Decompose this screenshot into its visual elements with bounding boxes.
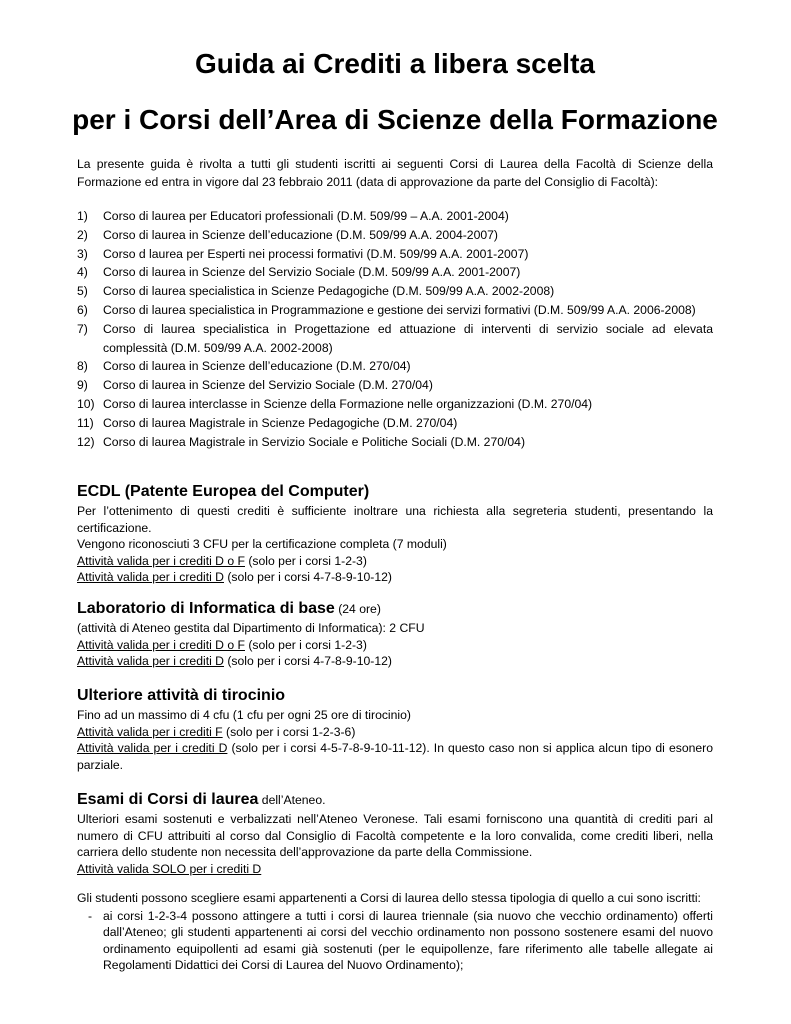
course-number: 3) [77, 246, 88, 261]
course-number: 2) [77, 227, 88, 242]
course-list-item [77, 245, 713, 264]
course-number: 8) [77, 359, 88, 374]
dash-text: ai corsi 1-2-3-4 possono attingere a tutti i corsi di laurea triennale (sia nuovo che vecchio ordinamento) offerti dall’Ateneo; gli studenti appartenenti ai corsi del vecchio ordinamento non possono sostenere esami del nuovo ordinamento equipollenti ad esami già sostenuti (per le equipollenze, fare riferimento alle tabelle allegate ai Regolamenti Didattici dei Corsi di Laurea del Nuovo Ordinamento); [103, 908, 713, 973]
validity-line: Attività valida per i crediti D o F (solo per i corsi 1-2-3) [77, 553, 367, 568]
validity-link[interactable]: Attività valida per i crediti D [77, 570, 224, 585]
section-tirocinio [77, 686, 713, 773]
validity-link[interactable]: Attività valida per i crediti D [77, 741, 228, 756]
course-number: 11) [77, 415, 94, 430]
section-body: (attività di Ateneo gestita dal Dipartimento di Informatica): 2 CFU [77, 621, 425, 635]
section-body: Per l’ottenimento di questi crediti è sufficiente inoltrare una richiesta alla segreteria studenti, presentando la certificazione. [77, 504, 713, 535]
intro-paragraph: La presente guida è rivolta a tutti gli studenti iscritti ai seguenti Corsi di Laurea della Facoltà di Scienze della Formazione ed entra in vigore dal 23 febbraio 2011 (data di approvazione da parte del Consiglio di Facoltà): [77, 157, 713, 189]
dash-marker: - [87, 908, 93, 923]
validity-link[interactable]: Attività valida SOLO per i crediti D [77, 861, 262, 876]
section-lab [77, 599, 713, 670]
validity-line: Attività valida per i crediti D (solo per i corsi 4-7-8-9-10-12) [77, 570, 392, 585]
section-body: Ulteriori esami sostenuti e verbalizzati nell’Ateneo Veronese. Tali esami forniscono una quantità di crediti pari al numero di CFU attribuiti al corso dal Consiglio di Facoltà competente e la loro convalida, come crediti liberi, nella carriera dello studente non necessita dell’approvazione da parte della Commissione. [77, 812, 713, 860]
course-text: Corso di laurea specialistica in Programmazione e gestione dei servizi formativi (D.M. 509/99 A.A. 2006-2008) [103, 302, 696, 317]
section-heading: Laboratorio di Informatica di base (24 ore) [77, 600, 381, 617]
course-list-item [77, 282, 713, 301]
course-text: Corso di laurea in Scienze dell’educazione (D.M. 509/99 A.A. 2004-2007) [103, 227, 498, 242]
dash-item [77, 908, 713, 974]
course-number: 9) [77, 378, 88, 393]
course-list-item [77, 207, 713, 226]
course-list-item [77, 263, 713, 282]
course-text: Corso di laurea interclasse in Scienze della Formazione nelle organizzazioni (D.M. 270/04) [103, 396, 593, 411]
course-text: Corso di laurea per Educatori professionali (D.M. 509/99 – A.A. 2001-2004) [103, 209, 509, 223]
course-number: 4) [77, 265, 88, 280]
closing-intro: Gli studenti possono scegliere esami appartenenti a Corsi di laurea dello stessa tipologia di quello a cui sono iscritti: [77, 891, 701, 905]
course-list-item [77, 357, 713, 376]
course-list [77, 207, 713, 451]
course-list-item [77, 320, 713, 358]
course-number: 5) [77, 284, 88, 299]
document-title-line-1: Guida ai Crediti a libera scelta [195, 48, 595, 79]
course-text: Corso di laurea Magistrale in Scienze Pedagogiche (D.M. 270/04) [103, 415, 458, 430]
course-number: 6) [77, 302, 88, 317]
validity-link[interactable]: Attività valida per i crediti F [77, 724, 223, 739]
course-text: Corso di laurea in Scienze del Servizio Sociale (D.M. 509/99 A.A. 2001-2007) [103, 265, 521, 280]
course-list-item [77, 376, 713, 395]
course-number: 7) [77, 321, 88, 336]
course-text: Corso di laurea in Scienze dell’educazione (D.M. 270/04) [103, 359, 411, 374]
validity-link[interactable]: Attività valida per i crediti D o F [77, 637, 245, 652]
course-list-item [77, 395, 713, 414]
section-heading: Esami di Corsi di laurea dell’Ateneo. [77, 791, 326, 808]
section-cfu: Vengono riconosciuti 3 CFU per la certificazione completa (7 moduli) [77, 537, 447, 552]
course-number: 12) [77, 434, 95, 449]
course-number: 1) [77, 209, 88, 223]
course-list-item [77, 226, 713, 245]
validity-line: Attività valida per i crediti D o F (solo per i corsi 1-2-3) [77, 637, 367, 652]
course-list-item [77, 414, 713, 433]
course-list-item [77, 301, 713, 320]
section-closing [77, 890, 713, 974]
section-heading: Ulteriore attività di tirocinio [77, 687, 286, 704]
section-heading: ECDL (Patente Europea del Computer) [77, 483, 370, 500]
section-body: Fino ad un massimo di 4 cfu (1 cfu per ogni 25 ore di tirocinio) [77, 708, 411, 722]
course-text: Corso di laurea in Scienze del Servizio Sociale (D.M. 270/04) [103, 378, 433, 393]
course-number: 10) [77, 396, 95, 411]
document-title-line-2: per i Corsi dell’Area di Scienze della Formazione [72, 104, 718, 135]
validity-link[interactable]: Attività valida per i crediti D [77, 654, 224, 669]
course-list-item [77, 433, 713, 452]
course-text: Corso di laurea specialistica in Scienze Pedagogiche (D.M. 509/99 A.A. 2002-2008) [103, 284, 555, 299]
course-text: Corso di laurea specialistica in Progettazione ed attuazione di interventi di servizio sociale ad elevata complessità (D.M. 509/99 A.A. 2002-2008) [103, 321, 713, 355]
validity-line: Attività valida per i crediti D (solo per i corsi 4-7-8-9-10-12) [77, 654, 392, 669]
course-text: Corso d laurea per Esperti nei processi formativi (D.M. 509/99 A.A. 2001-2007) [103, 246, 529, 261]
validity-line: Attività valida per i crediti D (solo per i corsi 4-5-7-8-9-10-11-12). In questo caso non si applica alcun tipo di esonero parziale. [77, 741, 714, 772]
section-esami [77, 790, 713, 877]
course-text: Corso di laurea Magistrale in Servizio Sociale e Politiche Sociali (D.M. 270/04) [103, 434, 526, 449]
validity-line [77, 861, 713, 878]
validity-line: Attività valida per i crediti F (solo per i corsi 1-2-3-6) [77, 724, 356, 739]
validity-link[interactable]: Attività valida per i crediti D o F [77, 553, 245, 568]
section-ecdl [77, 482, 713, 586]
